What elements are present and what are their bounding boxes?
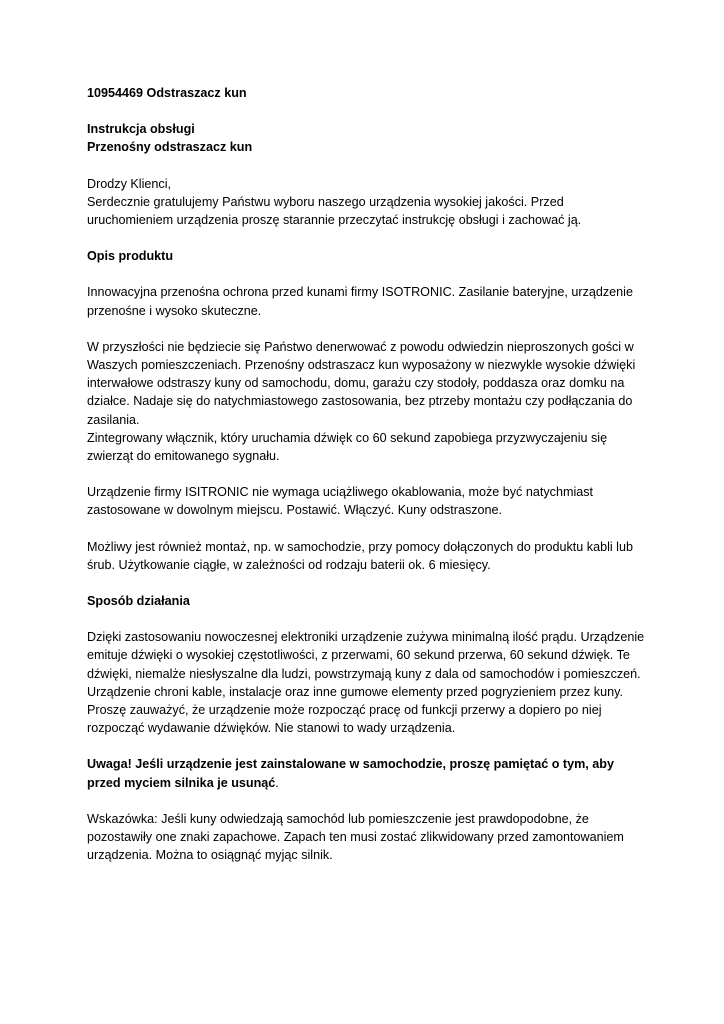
document-id: 10954469 Odstraszacz kun [87, 86, 247, 100]
product-paragraph-3: Urządzenie firmy ISITRONIC nie wymaga uciążliwego okablowania, może być natychmiast zastosowane w dowolnym miejscu. Postawić. Włączyć. Kuny odstraszone. [87, 485, 594, 518]
section-heading-operation: Sposób działania [87, 594, 190, 609]
hint-paragraph: Wskazówka: Jeśli kuny odwiedzają samochód lub pomieszczenie jest prawdopodobne, że pozostawiły one znaki zapachowe. Zapach ten musi zostać zlikwidowany przed zamontowaniem urządzenia. Można to osiągnąć myjąc silnik. [87, 811, 624, 863]
intro-paragraph [87, 175, 647, 230]
operation-paragraph: Dzięki zastosowaniu nowoczesnej elektroniki urządzenie zużywa minimalną ilość prądu. Urządzenie emituje dźwięki o wysokiej częstotliwości, z przerwami, 60 sekund przerwa, 60 sekund dźwięk. Te dźwięki, niemalże niesłyszalne dla ludzi, powstrzymają kuny z dala od samochodów i pomieszczeń. Urządzenie chroni kable, instalacje oraz inne gumowe elementy przed pogryzieniem przez kuny. Proszę zauważyć, że urządzenie może rozpocząć pracę od funkcji przerwy a dopiero po niej rozpocząć wydawanie dźwięków. Nie stanowi to wady urządzenia. [87, 630, 645, 736]
product-paragraph-2 [87, 338, 647, 465]
document-title: Instrukcja obsługi [87, 122, 195, 137]
product-paragraph-1: Innowacyjna przenośna ochrona przed kunami firmy ISOTRONIC. Zasilanie bateryjne, urządzenie przenośne i wysoko skuteczne. [87, 285, 633, 318]
section-heading-product-description: Opis produktu [87, 249, 174, 264]
warning-paragraph [87, 755, 647, 791]
title-block [87, 120, 647, 156]
product-paragraph-4: Możliwy jest również montaż, np. w samochodzie, przy pomocy dołączonych do produktu kabli lub śrub. Użytkowanie ciągłe, w zależności od rodzaju baterii ok. 6 miesięcy. [87, 539, 633, 572]
intro-text: Serdecznie gratulujemy Państwu wyboru naszego urządzenia wysokiej jakości. Przed uruchomieniem urządzenia proszę starannie przeczytać instrukcję obsługi i zachować ją. [87, 194, 582, 228]
warning-end: . [275, 775, 279, 790]
product-paragraph-2a: W przyszłości nie będziecie się Państwo denerwować z powodu odwiedzin nieproszonych gości w Waszych pomieszczeniach. Przenośny odstraszacz kun wyposażony w niezwykle wysokie dźwięki interwałowe odstraszy kuny od samochodu, domu, garażu czy stodoły, poddasza oraz domku na działce. Nadaje się do natychmiastowego zastosowania, bez ptrzeby montażu czy podłączania do zasilania. [87, 339, 636, 427]
document-subtitle: Przenośny odstraszacz kun [87, 140, 253, 155]
product-paragraph-2b: Zintegrowany włącznik, który uruchamia dźwięk co 60 sekund zapobiega przyzwyczajeniu się zwierząt do emitowanego sygnału. [87, 430, 608, 464]
greeting: Drodzy Klienci, [87, 176, 171, 191]
warning-text: Uwaga! Jeśli urządzenie jest zainstalowane w samochodzie, proszę pamiętać o tym, aby przed myciem silnika je usunąć [87, 757, 615, 790]
document-page [87, 84, 647, 883]
